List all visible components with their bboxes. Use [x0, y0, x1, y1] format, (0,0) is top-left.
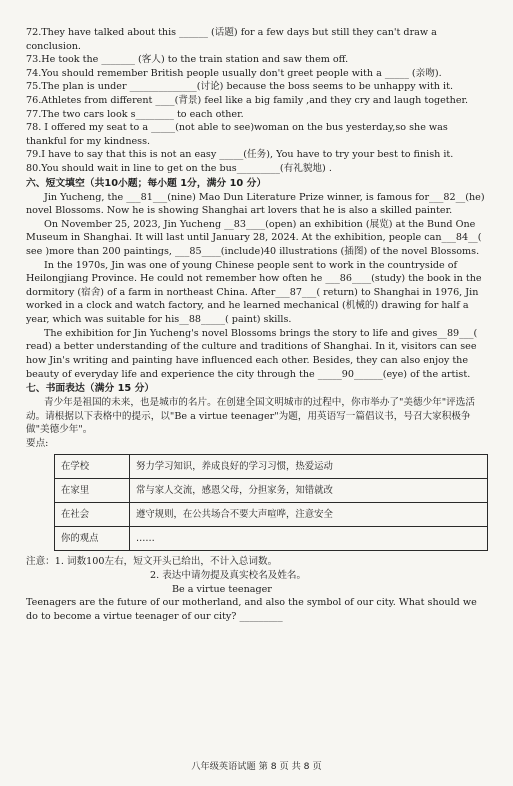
essay-title: Be a virtue teenager	[172, 583, 272, 595]
note-word-count: 注意：1. 词数100左右，短文开头已给出，不计入总词数。	[26, 556, 278, 568]
table-row	[55, 503, 488, 527]
section-6-passage	[26, 191, 488, 382]
passage-paragraph: In the 1970s, Jin was one of young Chinese people sent to work in the countryside of Heilongjiang Province. He could not remember how often he ___86____(study) the book in the dormitory (宿舍) of a farm in northeast China. After___87___( return) to Shanghai in 1976, Jin worked in a clock and watch factory, and he learned mechanical (机械的) drawing for half a year, which was suitable for his__88_____( paint) skills.	[26, 259, 482, 326]
passage-paragraph: The exhibition for Jin Yucheng's novel Blossoms brings the story to life and gives__89___( read) a better understanding of the culture and traditions of Shanghai. In it, visitors can see how Jin's writing and painting have influenced each other. Besides, they can also enjoy the beauty of everyday life and experience the city through the _____90______(eye) of the artist.	[26, 327, 478, 380]
passage-paragraph: Jin Yucheng, the ___81___(nine) Mao Dun Literature Prize winner, is famous for___82__(he) novel Blossoms. Now he is showing Shanghai art lovers that he is also a skilled painter.	[26, 191, 485, 217]
question-80: 80.You should wait in line to get on the bus_________(有礼貌地) .	[26, 163, 332, 175]
section-7-heading: 七、书面表达（满分 15 分）	[26, 383, 155, 395]
question-74: 74.You should remember British people usually don't greet people with a _____ (亲吻).	[26, 67, 442, 79]
table-key: 在家里	[55, 479, 130, 503]
table-value: 常与家人交流，感恩父母，分担家务，知错就改	[130, 479, 488, 503]
vocab-questions	[26, 26, 488, 176]
table-value: 遵守规则，在公共场合不要大声喧哗，注意安全	[130, 503, 488, 527]
question-77: 77.The two cars look s________ to each other.	[26, 108, 244, 120]
essay-start: Teenagers are the future of our motherland, and also the symbol of our city. What should we do to become a virtue teenager of our city? _________	[26, 597, 477, 622]
points-label: 要点:	[26, 437, 49, 449]
question-78: 78. I offered my seat to a _____(not able to see)woman on the bus yesterday,so she was thankful for my kindness.	[26, 122, 448, 147]
table-value: 努力学习知识，养成良好的学习习惯，热爱运动	[130, 455, 488, 479]
table-value: ……	[130, 527, 488, 551]
table-key: 在社会	[55, 503, 130, 527]
note-no-names: 2. 表达中请勿提及真实校名及姓名。	[150, 570, 307, 582]
table-row	[55, 455, 488, 479]
table-key: 在学校	[55, 455, 130, 479]
table-key: 你的观点	[55, 527, 130, 551]
page-footer: 八年级英语试题 第 8 页 共 8 页	[191, 761, 322, 772]
requirements-table	[54, 454, 488, 551]
passage-paragraph: On November 25, 2023, Jin Yucheng __83____(open) an exhibition (展览) at the Bund One Museum in Shanghai. It will last until January 28, 2024. At the exhibition, people can___84__( see )more than 200 paintings, ___85____(include)40 illustrations (插图) of the novel Blossoms.	[26, 218, 482, 258]
question-76: 76.Athletes from different ____(背景) feel like a big family ,and they cry and laugh together.	[26, 95, 469, 107]
table-row	[55, 527, 488, 551]
question-79: 79.I have to say that this is not an easy _____(任务), You have to try your best to finish it.	[26, 149, 454, 161]
question-75: 75.The plan is under ______________(讨论) because the boss seems to be unhappy with it.	[26, 81, 454, 93]
writing-intro: 青少年是祖国的未来，也是城市的名片。在创建全国文明城市的过程中，你市举办了"美德少年"评选活动。请根据以下表格中的提示，以"Be a virtue teenager"为题，用英语写一篇倡议书，号召大家积极争做"美德少年"。	[26, 397, 475, 436]
section-6-heading: 六、短文填空（共10小题；每小题 1分，满分 10 分）	[26, 177, 267, 189]
writing-notes	[26, 555, 488, 582]
exam-page	[26, 26, 488, 624]
question-73: 73.He took the _______ (客人) to the train station and saw them off.	[26, 54, 349, 66]
question-72: 72.They have talked about this ______ (话题) for a few days but still they can't draw a conclusion.	[26, 27, 437, 52]
table-row	[55, 479, 488, 503]
